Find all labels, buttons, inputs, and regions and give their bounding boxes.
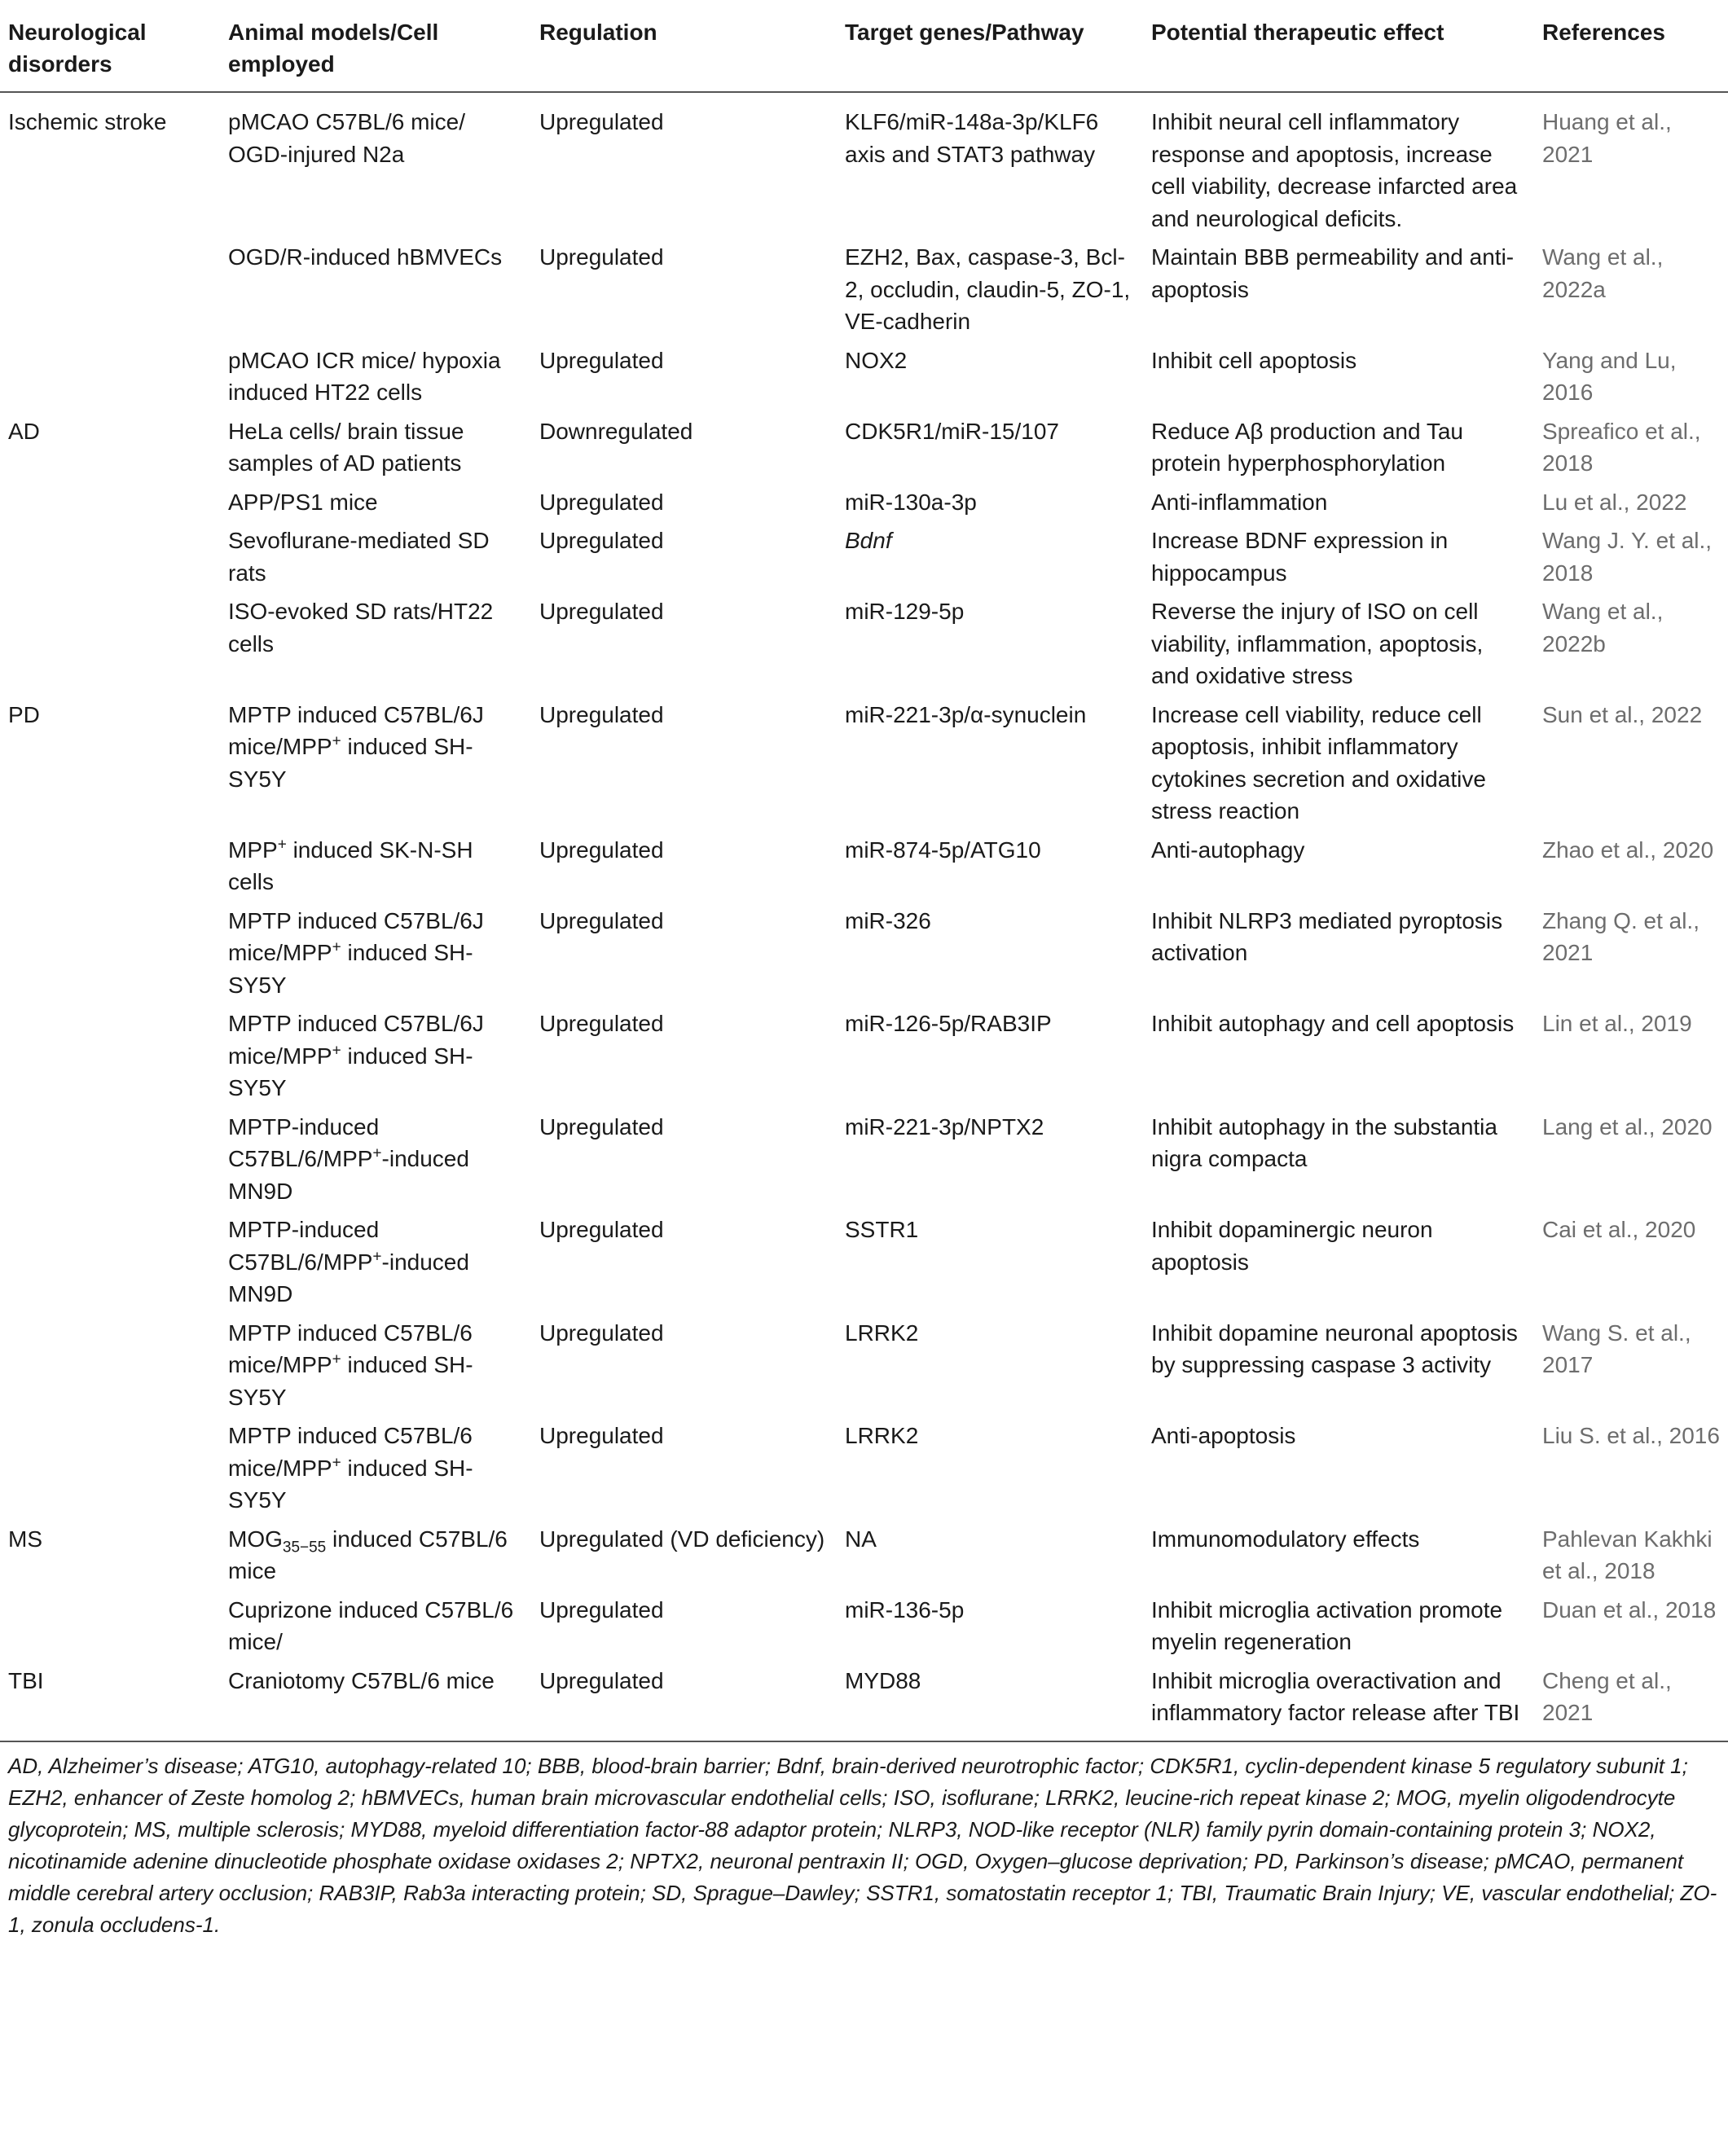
cell-disorder [0,1210,220,1314]
cell-disorder [0,1108,220,1211]
table-row [0,1416,1728,1520]
cell-model-text: induced SH-SY5Y [228,1455,473,1513]
table-body [0,92,1728,1741]
cell-regulation: Upregulated (VD deficiency) [539,1526,825,1552]
cell-model: HeLa cells/ brain tissue samples of AD patients [228,418,464,476]
cell-model [220,696,531,831]
cell-effect: Inhibit dopamine neuronal apoptosis by suppressing caspase 3 activity [1151,1320,1518,1377]
cell-regulation: Downregulated [539,418,693,444]
cell-reference: Spreafico et al., 2018 [1542,418,1701,476]
cell-reference: Lin et al., 2019 [1542,1011,1692,1036]
cell-effect: Inhibit NLRP3 mediated pyroptosis activation [1151,907,1503,965]
cell-model: OGD/R-induced hBMVECs [228,244,503,270]
cell-regulation: Upregulated [539,1596,664,1622]
cell-target: KLF6/miR-148a-3p/KLF6 axis and STAT3 pathway [845,109,1099,167]
cell-model [220,902,531,1005]
cell-model-text: MPTP induced C57BL/6J mice/MPP [228,1011,484,1069]
cell-effect: Inhibit neural cell inflammatory response and apoptosis, increase cell viability, decrease infarcted area and neurological deficits. [1151,109,1518,231]
cell-model-text: MPTP-induced C57BL/6/MPP [228,1113,380,1171]
cell-model-text: induced SH-SY5Y [228,1043,473,1100]
cell-model-text: MPTP induced C57BL/6J mice/MPP [228,701,484,759]
cell-reference: Pahlevan Kakhki et al., 2018 [1542,1526,1713,1583]
cell-model-text: MPTP induced C57BL/6J mice/MPP [228,907,484,965]
table-row [0,831,1728,902]
cell-disorder [0,1004,220,1108]
cell-model-text: MOG [228,1526,283,1552]
cell-disorder [0,521,220,592]
cell-target: miR-221-3p/α-synuclein [845,701,1087,727]
cell-disorder [0,592,220,696]
cell-regulation: Upregulated [539,701,664,727]
cell-effect: Inhibit autophagy and cell apoptosis [1151,1011,1515,1036]
cell-target: miR-129-5p [845,599,965,624]
cell-reference: Lu et al., 2022 [1542,489,1687,515]
table-row [0,592,1728,696]
cell-regulation: Upregulated [539,347,664,373]
cell-disorder: AD [8,418,40,444]
cell-model: pMCAO ICR mice/ hypoxia induced HT22 cells [228,347,501,405]
cell-reference: Liu S. et al., 2016 [1542,1423,1720,1448]
cell-effect: Reverse the injury of ISO on cell viability, inflammation, apoptosis, and oxidative stress [1151,599,1484,688]
cell-effect: Anti-autophagy [1151,836,1305,863]
cell-reference: Sun et al., 2022 [1542,701,1703,727]
cell-model: Craniotomy C57BL/6 mice [220,1662,531,1741]
cell-disorder [0,902,220,1005]
cell-model [220,1210,531,1314]
cell-disorder: Ischemic stroke [8,109,167,134]
cell-target: NA [845,1526,877,1552]
table-row [0,696,1728,831]
table-row [0,1210,1728,1314]
cell-target: Bdnf [845,528,892,553]
cell-target: miR-130a-3p [845,489,977,515]
table-row [0,92,1728,238]
cell-model-text: induced SK-N-SH cells [228,836,473,894]
cell-model-superscript: + [332,732,341,750]
table-row [0,1108,1728,1211]
cell-model: ISO-evoked SD rats/HT22 cells [228,599,494,656]
cell-effect: Increase BDNF expression in hippocampus [1151,528,1449,586]
cell-model-text: MPP [228,836,278,863]
cell-disorder: MS [8,1526,42,1552]
cell-regulation: Upregulated [539,907,664,933]
cell-effect: Inhibit autophagy in the substantia nigra compacta [1151,1113,1497,1171]
cell-model-text: -induced MN9D [228,1249,469,1306]
cell-model-superscript: + [332,938,341,956]
header-therapeutic-effect: Potential therapeutic effect [1143,0,1534,92]
table-row [0,1314,1728,1417]
cell-model: Sevoflurane-mediated SD rats [228,528,490,586]
cell-target: EZH2, Bax, caspase-3, Bcl-2, occludin, claudin-5, ZO-1, VE-cadherin [845,244,1131,334]
cell-model [220,831,531,902]
cell-target: miR-326 [845,907,931,933]
header-references: References [1534,0,1728,92]
cell-model [220,1108,531,1211]
table-row [0,1591,1728,1662]
cell-regulation: Upregulated [539,528,664,553]
cell-target: miR-126-5p/RAB3IP [845,1011,1052,1036]
header-animal-models: Animal models/Cell employed [220,0,531,92]
header-regulation: Regulation [531,0,837,92]
cell-model: APP/PS1 mice [228,489,378,515]
cell-regulation: Upregulated [539,244,664,270]
cell-effect: Anti-inflammation [1151,489,1328,515]
cell-reference: Zhang Q. et al., 2021 [1542,907,1699,965]
cell-reference: Wang J. Y. et al., 2018 [1542,528,1713,586]
cell-effect: Inhibit microglia activation promote myelin regeneration [1151,1596,1503,1654]
cell-model-text: induced SH-SY5Y [228,1352,473,1410]
cell-reference: Cheng et al., 2021 [1534,1662,1728,1741]
cell-effect: Increase cell viability, reduce cell apoptosis, inhibit inflammatory cytokines secretion and oxidative stress reaction [1151,701,1486,823]
cell-regulation: Upregulated [539,1113,664,1139]
cell-disorder [0,1416,220,1520]
header-target-genes: Target genes/Pathway [837,0,1143,92]
cell-regulation: Upregulated [539,489,664,515]
cell-model-text: induced SH-SY5Y [228,940,473,998]
cell-model-text: induced SH-SY5Y [228,734,473,792]
cell-model-superscript: + [372,1248,382,1266]
table-header-row [0,0,1728,92]
cell-regulation: Upregulated [539,836,664,863]
table-row [0,238,1728,341]
cell-regulation: Upregulated [539,1320,664,1346]
cell-effect: Inhibit cell apoptosis [1151,347,1357,373]
cell-reference: Yang and Lu, 2016 [1542,347,1677,405]
cell-model [220,1416,531,1520]
cell-reference: Lang et al., 2020 [1542,1113,1713,1139]
cell-target: MYD88 [837,1662,1143,1741]
cell-target: SSTR1 [845,1217,919,1242]
cell-disorder [0,483,220,522]
cell-model-superscript: + [332,1042,341,1060]
cell-effect: Inhibit dopaminergic neuron apoptosis [1151,1217,1433,1275]
cell-target: miR-221-3p/NPTX2 [845,1113,1044,1139]
cell-model [220,1520,531,1591]
table-row [0,1662,1728,1741]
cell-disorder [0,238,220,341]
table-row [0,341,1728,412]
cell-model-text: MPTP induced C57BL/6 mice/MPP [228,1423,473,1481]
cell-model-superscript: + [372,1144,382,1162]
cell-regulation: Upregulated [539,1217,664,1242]
cell-regulation: Upregulated [539,1423,664,1448]
cell-reference: Cai et al., 2020 [1542,1217,1696,1242]
cell-reference: Wang et al., 2022a [1542,244,1664,302]
header-neurological-disorders: Neurological disorders [0,0,220,92]
table-row [0,483,1728,522]
cell-model [220,1314,531,1417]
cell-disorder: TBI [0,1662,220,1741]
cell-disorder [0,831,220,902]
cell-model-text: MPTP-induced C57BL/6/MPP [228,1217,380,1275]
cell-regulation: Upregulated [531,1662,837,1741]
cell-reference: Huang et al., 2021 [1542,109,1672,167]
cell-model [220,1004,531,1108]
cell-target: miR-874-5p/ATG10 [845,836,1041,863]
cell-model-superscript: + [277,836,287,854]
cell-model-subscript: 35−55 [282,1539,327,1557]
cell-target: LRRK2 [845,1320,919,1346]
cell-effect: Reduce Aβ production and Tau protein hyperphosphorylation [1151,418,1463,476]
cell-reference: Zhao et al., 2020 [1542,836,1714,863]
cell-regulation: Upregulated [539,1011,664,1036]
table-row [0,521,1728,592]
cell-model-superscript: + [332,1350,341,1368]
cell-effect: Immunomodulatory effects [1151,1526,1420,1552]
cell-reference: Wang S. et al., 2017 [1542,1320,1691,1377]
cell-model-text: MPTP induced C57BL/6 mice/MPP [228,1320,473,1377]
cell-effect: Inhibit microglia overactivation and inflammatory factor release after TBI [1143,1662,1534,1741]
cell-model: pMCAO C57BL/6 mice/ OGD-injured N2a [228,109,465,167]
cell-target: LRRK2 [845,1423,919,1448]
cell-reference: Wang et al., 2022b [1542,599,1664,656]
table-footnote: AD, Alzheimer’s disease; ATG10, autophagy-related 10; BBB, blood-brain barrier; Bdnf, brain-derived neurotrophic factor; CDK5R1, cyclin-dependent kinase 5 regulatory subunit 1; EZH2, enhancer of Zeste homolog 2; hBMVECs, human brain microvascular endothelial cells; ISO, isoflurane; LRRK2, leucine-rich repeat kinase 2; MOG, myelin oligodendrocyte glycoprotein; MS, multiple sclerosis; MYD88, myeloid differentiation factor-88 adaptor protein; NLRP3, NOD-like receptor (NLR) family pyrin domain-containing protein 3; NOX2, nicotinamide adenine dinucleotide phosphate oxidase oxidases 2; NPTX2, neuronal pentraxin II; OGD, Oxygen–glucose deprivation; PD, Parkinson’s disease; pMCAO, permanent middle cerebral artery occlusion; RAB3IP, Rab3a interacting protein; SD, Sprague–Dawley; SSTR1, somatostatin receptor 1; TBI, Traumatic Brain Injury; VE, vascular endothelial; ZO-1, zonula occludens-1. [8,1753,1717,1937]
cell-reference: Duan et al., 2018 [1542,1596,1717,1622]
table-row [0,902,1728,1005]
table-row [0,412,1728,483]
cell-disorder [0,1591,220,1662]
cell-target: NOX2 [845,347,908,373]
cell-model-superscript: + [332,1454,341,1472]
cell-effect: Maintain BBB permeability and anti-apoptosis [1151,244,1515,302]
cell-disorder [0,341,220,412]
cell-disorder: PD [8,701,40,727]
cell-target: CDK5R1/miR-15/107 [845,418,1059,444]
cell-effect: Anti-apoptosis [1151,1423,1296,1448]
cell-model: Cuprizone induced C57BL/6 mice/ [228,1596,514,1654]
cell-regulation: Upregulated [539,599,664,624]
cell-model-text: -induced MN9D [228,1146,469,1204]
table-row [0,1520,1728,1591]
cell-model-text: induced C57BL/6 mice [228,1526,508,1583]
cell-disorder [0,1314,220,1417]
cell-target: miR-136-5p [845,1596,965,1622]
cell-regulation: Upregulated [539,109,664,134]
table-row [0,1004,1728,1108]
